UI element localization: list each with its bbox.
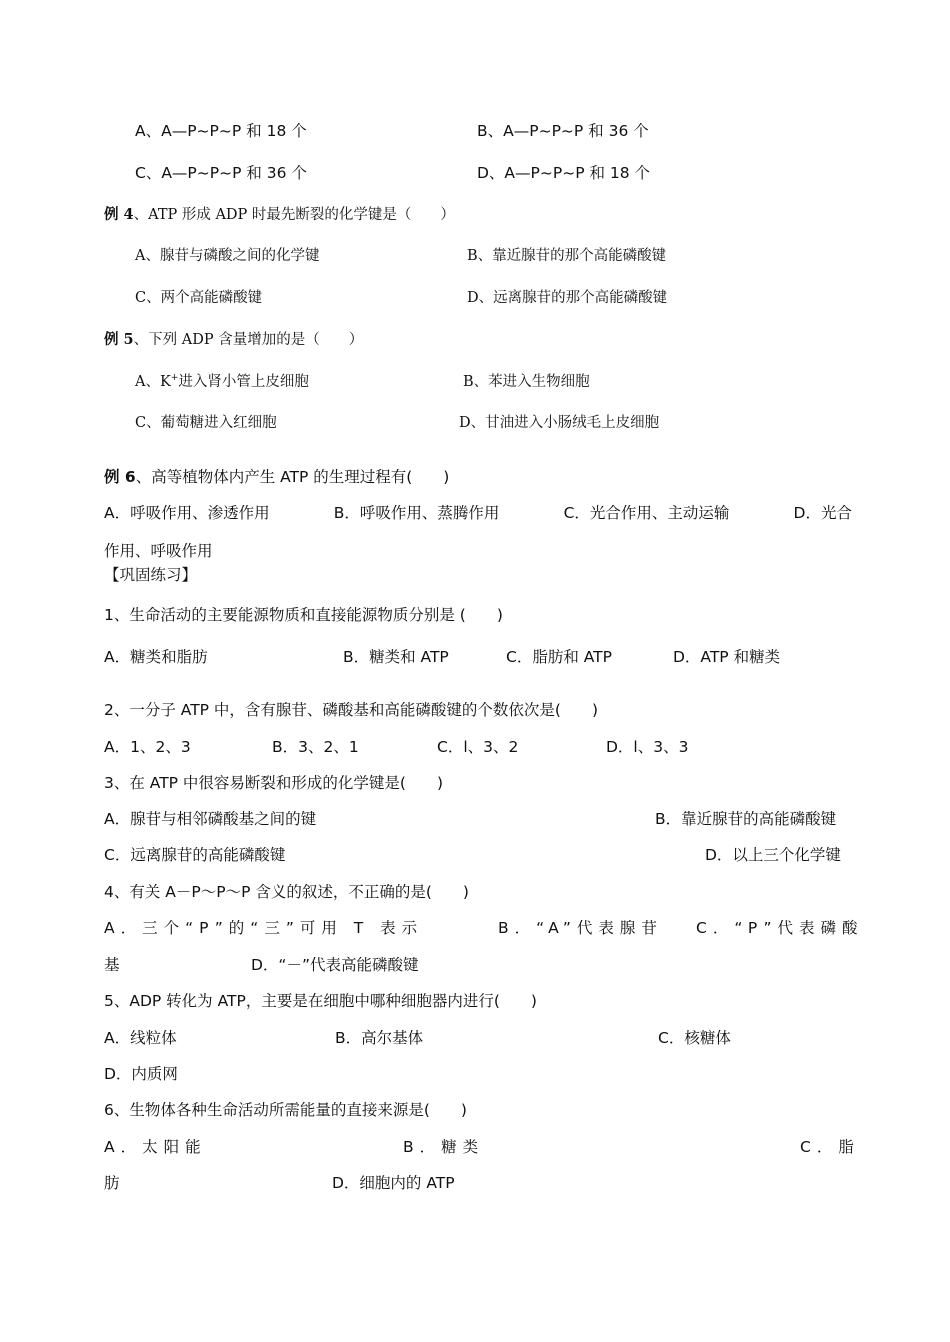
- example4-label: 例 4: [104, 206, 134, 223]
- example6-stem: 、高等植物体内产生 ATP 的生理过程有( ): [135, 468, 450, 486]
- example4-stem: 、ATP 形成 ADP 时最先断裂的化学键是（ ）: [133, 207, 455, 223]
- example5-option-a-sup: +: [170, 373, 179, 384]
- example6-option-d-part2: 作用、呼吸作用: [104, 542, 213, 560]
- q5-option-d: D．内质网: [104, 1065, 178, 1083]
- example6-option-b: B．呼吸作用、蒸腾作用: [333, 504, 500, 522]
- option-d: D、A—P~P~P 和 18 个: [477, 164, 651, 182]
- q4-option-c-part2: 基: [104, 956, 120, 974]
- example4-option-d: D、远离腺苷的那个高能磷酸键: [467, 290, 668, 306]
- example5-stem: 、下列 ADP 含量增加的是（ ）: [133, 332, 364, 348]
- example6-option-c: C．光合作用、主动运输: [563, 504, 730, 522]
- q1-option-b: B．糖类和 ATP: [343, 648, 449, 666]
- q4-option-c-part1: C．“P”代表磷酸: [696, 919, 864, 937]
- q4-option-b: B．“A”代表腺苷: [498, 919, 663, 937]
- q5-stem: 5、ADP 转化为 ATP，主要是在细胞中哪种细胞器内进行( ): [104, 992, 537, 1010]
- section-title: 【巩固练习】: [104, 566, 198, 584]
- example4-option-c: C、两个高能磷酸键: [135, 290, 263, 306]
- q6-stem: 6、生物体各种生命活动所需能量的直接来源是( ): [104, 1101, 467, 1119]
- q3-option-d: D．以上三个化学键: [705, 846, 841, 864]
- q5-option-b: B．高尔基体: [335, 1029, 424, 1047]
- q4-stem: 4、有关 A－P～P～P 含义的叙述，不正确的是( ): [104, 883, 469, 901]
- q2-option-d: D．l、3、3: [606, 738, 689, 756]
- q6-option-a: A．太阳能: [104, 1138, 207, 1156]
- example5-label: 例 5: [104, 331, 134, 348]
- q6-option-b: B．糖类: [403, 1138, 485, 1156]
- q1-option-a: A．糖类和脂肪: [104, 648, 208, 666]
- example6-option-d-part1: D．光合: [793, 504, 852, 522]
- q2-option-c: C．l、3、2: [437, 738, 519, 756]
- example6-label: 例 6: [104, 468, 136, 486]
- q3-option-b: B．靠近腺苷的高能磷酸键: [655, 810, 837, 828]
- q5-option-c: C．核糖体: [658, 1029, 731, 1047]
- example4-question: [104, 205, 455, 225]
- example5-question: [104, 330, 363, 350]
- q1-stem: 1、生命活动的主要能源物质和直接能源物质分别是 ( ): [104, 606, 503, 624]
- q2-option-b: B．3、2、1: [272, 738, 359, 756]
- example4-option-a: A、腺苷与磷酸之间的化学键: [135, 248, 320, 264]
- example5-option-a-suffix: 进入肾小管上皮细胞: [178, 374, 309, 390]
- option-c: C、A—P~P~P 和 36 个: [135, 164, 307, 182]
- example5-option-b: B、苯进入生物细胞: [463, 374, 590, 390]
- example4-option-b: B、靠近腺苷的那个高能磷酸键: [467, 248, 667, 264]
- example5-option-a: [135, 372, 309, 392]
- q3-option-c: C．远离腺苷的高能磷酸键: [104, 846, 286, 864]
- q3-option-a: A．腺苷与相邻磷酸基之间的键: [104, 810, 317, 828]
- example6-question: [104, 467, 449, 487]
- q1-option-d: D．ATP 和糖类: [673, 648, 781, 666]
- q3-stem: 3、在 ATP 中很容易断裂和形成的化学键是( ): [104, 774, 444, 792]
- q2-option-a: A．1、2、3: [104, 738, 191, 756]
- example6-option-a: A．呼吸作用、渗透作用: [104, 504, 270, 522]
- q4-option-d: D．“－”代表高能磷酸键: [251, 956, 419, 974]
- q2-stem: 2、一分子 ATP 中，含有腺苷、磷酸基和高能磷酸键的个数依次是( ): [104, 701, 599, 719]
- q4-option-a: A．三个“P”的“三”可用 T 表示: [104, 919, 424, 937]
- example5-option-c: C、葡萄糖进入红细胞: [135, 415, 277, 431]
- q6-option-c-part2: 肪: [104, 1174, 120, 1192]
- q5-option-a: A．线粒体: [104, 1029, 177, 1047]
- option-a: A、A—P~P~P 和 18 个: [135, 122, 307, 140]
- q6-option-d: D．细胞内的 ATP: [332, 1174, 455, 1192]
- example5-option-a-prefix: A、K: [135, 374, 171, 390]
- q6-option-c-part1: C．脂: [800, 1138, 860, 1156]
- option-b: B、A—P~P~P 和 36 个: [477, 122, 649, 140]
- example6-options-row: [104, 503, 852, 523]
- example5-option-d: D、甘油进入小肠绒毛上皮细胞: [459, 415, 660, 431]
- q1-option-c: C．脂肪和 ATP: [506, 648, 612, 666]
